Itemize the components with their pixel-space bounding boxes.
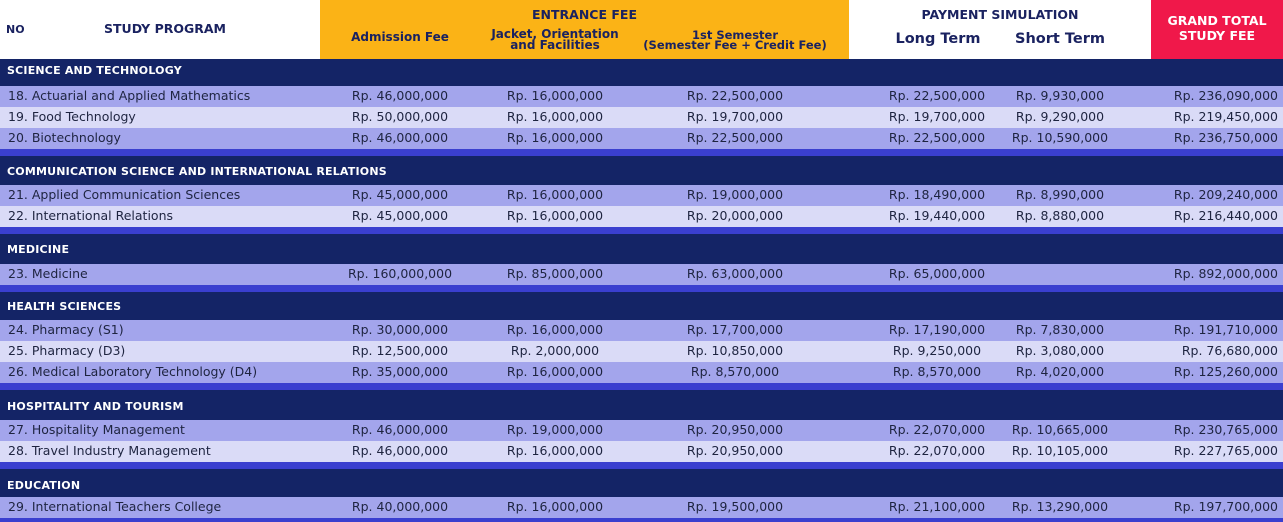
table-header <box>0 0 1283 59</box>
semester-fee: Rp. 22,500,000 <box>686 88 784 103</box>
section-title: MEDICINE <box>7 243 70 256</box>
long-term-fee: Rp. 8,570,000 <box>892 364 982 379</box>
section-divider <box>0 518 1283 522</box>
short-term-fee: Rp. 13,290,000 <box>1011 499 1109 514</box>
section-title: EDUCATION <box>7 479 81 492</box>
table-row <box>0 441 1283 462</box>
section-band <box>0 59 1283 86</box>
semester-fee: Rp. 20,950,000 <box>686 443 784 458</box>
program-name: 27. Hospitality Management <box>8 422 185 437</box>
semester-fee: Rp. 19,700,000 <box>686 109 784 124</box>
admission-fee: Rp. 50,000,000 <box>351 109 449 124</box>
section-divider <box>0 383 1283 390</box>
short-term-fee: Rp. 7,830,000 <box>1015 322 1105 337</box>
table-row <box>0 107 1283 128</box>
admission-fee: Rp. 160,000,000 <box>347 266 453 281</box>
jacket-fee: Rp. 16,000,000 <box>506 208 604 223</box>
admission-fee: Rp. 12,500,000 <box>351 343 449 358</box>
header-semester-line1: 1st Semester <box>691 28 779 42</box>
header-admission-fee: Admission Fee <box>351 30 449 44</box>
admission-fee: Rp. 45,000,000 <box>351 208 449 223</box>
program-name: 28. Travel Industry Management <box>8 443 211 458</box>
section-title: HOSPITALITY AND TOURISM <box>7 400 184 413</box>
grand-total-fee: Rp. 125,260,000 <box>1173 364 1278 379</box>
long-term-fee: Rp. 22,500,000 <box>888 130 986 145</box>
section-title: COMMUNICATION SCIENCE AND INTERNATIONAL RELATIONS <box>7 165 387 178</box>
long-term-fee: Rp. 17,190,000 <box>888 322 986 337</box>
header-no: NO <box>6 23 25 36</box>
section-title: HEALTH SCIENCES <box>7 300 122 313</box>
jacket-fee: Rp. 16,000,000 <box>506 499 604 514</box>
short-term-fee: Rp. 4,020,000 <box>1015 364 1105 379</box>
section-divider <box>0 227 1283 234</box>
jacket-fee: Rp. 16,000,000 <box>506 443 604 458</box>
header-entrance-fee: ENTRANCE FEE <box>532 7 637 22</box>
jacket-fee: Rp. 16,000,000 <box>506 187 604 202</box>
admission-fee: Rp. 30,000,000 <box>351 322 449 337</box>
grand-total-fee: Rp. 227,765,000 <box>1173 443 1278 458</box>
table-row <box>0 185 1283 206</box>
jacket-fee: Rp. 16,000,000 <box>506 109 604 124</box>
grand-total-fee: Rp. 236,090,000 <box>1173 88 1278 103</box>
short-term-fee: Rp. 9,290,000 <box>1015 109 1105 124</box>
semester-fee: Rp. 19,000,000 <box>686 187 784 202</box>
grand-total-fee: Rp. 216,440,000 <box>1173 208 1278 223</box>
header-first-semester <box>630 30 840 50</box>
admission-fee: Rp. 40,000,000 <box>351 499 449 514</box>
long-term-fee: Rp. 65,000,000 <box>888 266 986 281</box>
section-divider <box>0 285 1283 292</box>
table-row <box>0 320 1283 341</box>
short-term-fee: Rp. 10,665,000 <box>1011 422 1109 437</box>
jacket-fee: Rp. 2,000,000 <box>510 343 600 358</box>
semester-fee: Rp. 22,500,000 <box>686 130 784 145</box>
table-row <box>0 362 1283 383</box>
section-band <box>0 292 1283 320</box>
semester-fee: Rp. 19,500,000 <box>686 499 784 514</box>
admission-fee: Rp. 46,000,000 <box>351 422 449 437</box>
admission-fee: Rp. 45,000,000 <box>351 187 449 202</box>
program-name: 25. Pharmacy (D3) <box>8 343 126 358</box>
section-band <box>0 156 1283 185</box>
program-name: 24. Pharmacy (S1) <box>8 322 124 337</box>
short-term-fee: Rp. 10,105,000 <box>1011 443 1109 458</box>
header-payment-simulation: PAYMENT SIMULATION <box>921 7 1079 22</box>
semester-fee: Rp. 8,570,000 <box>690 364 780 379</box>
long-term-fee: Rp. 22,070,000 <box>888 443 986 458</box>
short-term-fee: Rp. 9,930,000 <box>1015 88 1105 103</box>
header-grand-line1: GRAND TOTAL <box>1167 13 1267 28</box>
header-short-term: Short Term <box>1015 31 1105 47</box>
table-row <box>0 420 1283 441</box>
section-title: SCIENCE AND TECHNOLOGY <box>7 64 182 77</box>
long-term-fee: Rp. 22,070,000 <box>888 422 986 437</box>
short-term-fee: Rp. 10,590,000 <box>1011 130 1109 145</box>
section-divider <box>0 149 1283 156</box>
jacket-fee: Rp. 85,000,000 <box>506 266 604 281</box>
table-row <box>0 206 1283 227</box>
semester-fee: Rp. 10,850,000 <box>686 343 784 358</box>
jacket-fee: Rp. 16,000,000 <box>506 88 604 103</box>
header-grand-line2: STUDY FEE <box>1178 28 1256 43</box>
header-jacket-line1: Jacket, Orientation <box>491 27 619 41</box>
program-name: 23. Medicine <box>8 266 88 281</box>
header-semester-line2: (Semester Fee + Credit Fee) <box>643 38 827 52</box>
admission-fee: Rp. 35,000,000 <box>351 364 449 379</box>
header-jacket-line2: and Facilities <box>510 38 600 52</box>
header-study-program: STUDY PROGRAM <box>104 21 226 36</box>
section-divider <box>0 462 1283 469</box>
program-name: 19. Food Technology <box>8 109 136 124</box>
jacket-fee: Rp. 16,000,000 <box>506 364 604 379</box>
grand-total-fee: Rp. 236,750,000 <box>1173 130 1278 145</box>
short-term-fee: Rp. 8,990,000 <box>1015 187 1105 202</box>
grand-total-fee: Rp. 230,765,000 <box>1173 422 1278 437</box>
semester-fee: Rp. 17,700,000 <box>686 322 784 337</box>
grand-total-fee: Rp. 191,710,000 <box>1173 322 1278 337</box>
semester-fee: Rp. 20,000,000 <box>686 208 784 223</box>
grand-total-fee: Rp. 219,450,000 <box>1173 109 1278 124</box>
jacket-fee: Rp. 19,000,000 <box>506 422 604 437</box>
jacket-fee: Rp. 16,000,000 <box>506 130 604 145</box>
admission-fee: Rp. 46,000,000 <box>351 443 449 458</box>
long-term-fee: Rp. 19,440,000 <box>888 208 986 223</box>
section-band <box>0 390 1283 420</box>
program-name: 29. International Teachers College <box>8 499 222 514</box>
table-row <box>0 128 1283 149</box>
section-band <box>0 469 1283 497</box>
long-term-fee: Rp. 22,500,000 <box>888 88 986 103</box>
long-term-fee: Rp. 9,250,000 <box>892 343 982 358</box>
header-grand-total <box>1151 13 1283 43</box>
header-long-term: Long Term <box>895 31 981 47</box>
table-row <box>0 341 1283 362</box>
short-term-fee: Rp. 8,880,000 <box>1015 208 1105 223</box>
section-band <box>0 234 1283 264</box>
program-name: 21. Applied Communication Sciences <box>8 187 241 202</box>
grand-total-fee: Rp. 76,680,000 <box>1181 343 1278 358</box>
long-term-fee: Rp. 21,100,000 <box>888 499 986 514</box>
grand-total-fee: Rp. 209,240,000 <box>1173 187 1278 202</box>
grand-total-fee: Rp. 892,000,000 <box>1173 266 1278 281</box>
long-term-fee: Rp. 19,700,000 <box>888 109 986 124</box>
table-row <box>0 86 1283 107</box>
long-term-fee: Rp. 18,490,000 <box>888 187 986 202</box>
program-name: 26. Medical Laboratory Technology (D4) <box>8 364 258 379</box>
program-name: 22. International Relations <box>8 208 174 223</box>
short-term-fee: Rp. 3,080,000 <box>1015 343 1105 358</box>
header-jacket-orientation <box>480 29 630 51</box>
semester-fee: Rp. 63,000,000 <box>686 266 784 281</box>
grand-total-fee: Rp. 197,700,000 <box>1173 499 1278 514</box>
table-row <box>0 497 1283 518</box>
table-row <box>0 264 1283 285</box>
program-name: 20. Biotechnology <box>8 130 121 145</box>
semester-fee: Rp. 20,950,000 <box>686 422 784 437</box>
program-name: 18. Actuarial and Applied Mathematics <box>8 88 251 103</box>
jacket-fee: Rp. 16,000,000 <box>506 322 604 337</box>
admission-fee: Rp. 46,000,000 <box>351 88 449 103</box>
admission-fee: Rp. 46,000,000 <box>351 130 449 145</box>
